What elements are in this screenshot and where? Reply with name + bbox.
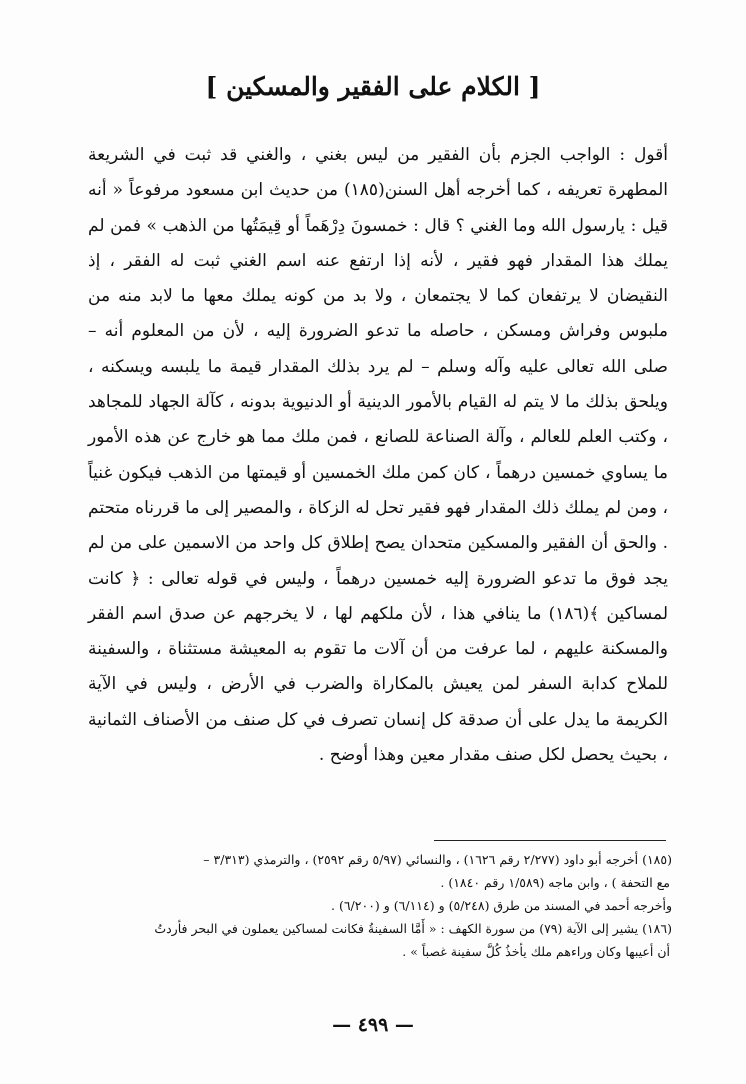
page-number: — ٤٩٩ —	[332, 1014, 414, 1036]
section-heading: [ الكلام على الفقير والمسكين ]	[205, 72, 541, 101]
footnotes	[90, 848, 672, 963]
footnote-186-line-1: (١٨٦) يشير إلى الآية (٧٩) من سورة الكهف : « أَمَّا السفينةُ فكانت لمساكين يعملون في البحر فأردتُ	[154, 921, 672, 936]
main-text	[88, 138, 668, 773]
footnote-185-line-2: مع التحفة ) ، وابن ماجه (١/٥٨٩ رقم ١٨٤٠) .	[440, 875, 670, 890]
footnote-186-line-2: أن أعيبها وكان وراءهم ملك يأخذُ كُلَّ سفينة غصباً » .	[402, 944, 670, 959]
footnote-185-line-3: وأخرجه أحمد في المسند من طرق (٥/٢٤٨) و (٦/١١٤) و (٦/٢٠٠) .	[331, 898, 672, 913]
footnote-185-line-1: (١٨٥) أخرجه أبو داود (٢/٢٧٧ رقم ١٦٢٦) ، والنسائي (٥/٩٧ رقم ٢٥٩٢) ، والترمذي (٣/٣١٣ –	[203, 852, 672, 867]
body-paragraph: أقول : الواجب الجزم بأن الفقير من ليس بغني ، والغني قد ثبت في الشريعة المطهرة تعريفه ، كما أخرجه أهل السنن(١٨٥) من حديث ابن مسعود مرفوعاً « أنه قيل : يارسول الله وما الغني ؟ قال : خمسونَ دِرْهَماً أو قِيمَتُها من الذهب » فمن لم يملك هذا المقدار فهو فقير ، لأنه إذا ارتفع عنه اسم الغني ثبت له الفقر ، إذ النقيضان لا يرتفعان كما لا يجتمعان ، ولا بد من كونه يملك معها ما لابد منه من ملبوس وفراش ومسكن ، حاصله ما تدعو الضرورة إليه ، لأن من المعلوم أنه – صلى الله تعالى عليه وآله وسلم – لم يرد بذلك المقدار قيمة ما يلبسه ويسكنه ، ويلحق بذلك ما لا يتم له القيام بالأمور الدينية أو الدنيوية بدونه ، كآلة الجهاد للمجاهد ، وكتب العلم للعالم ، وآلة الصناعة للصانع ، فمن ملك مما هو خارج عن هذه الأمور ما يساوي خمسين درهماً ، كان كمن ملك الخمسين أو قيمتها من الذهب فيكون غنياً ، ومن لم يملك ذلك المقدار فهو فقير تحل له الزكاة ، والمصير إلى ما قررناه متحتم . والحق أن الفقير والمسكين متحدان يصح إطلاق كل واحد من الاسمين على من لم يجد فوق ما تدعو الضرورة إليه خمسين درهماً ، وليس في قوله تعالى : ﴿ كانت لمساكين ﴾(١٨٦) ما ينافي هذا ، لأن ملكهم لها ، لا يخرجهم عن صدق اسم الفقر والمسكنة عليهم ، لما عرفت من أن آلات ما تقوم به المعيشة مستثناة ، والسفينة للملاح كدابة السفر لمن يعيش بالمكاراة والضرب في الأرض ، وليس في الآية الكريمة ما يدل على أن صدقة كل إنسان تصرف في كل صنف من الأصناف الثمانية ، بحيث يحصل لكل صنف مقدار معين وهذا أوضح .	[88, 145, 668, 766]
footnote-separator	[434, 840, 666, 841]
